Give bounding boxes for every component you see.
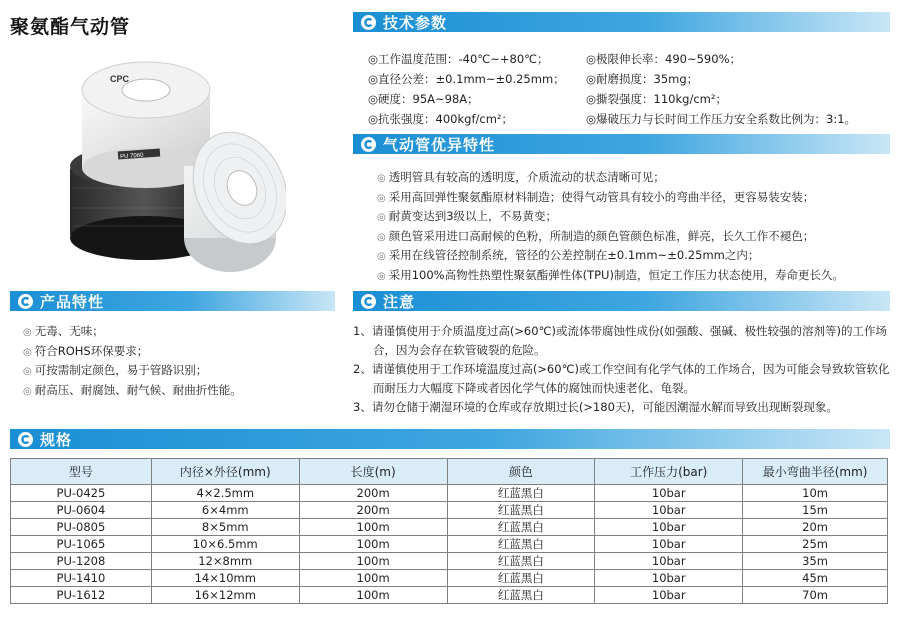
column-header: 颜色 — [447, 459, 595, 485]
section-title-advantages: 气动管优异特性 — [383, 135, 496, 154]
product-photo — [60, 38, 286, 274]
column-header: 最小弯曲半径(mm) — [743, 459, 888, 485]
section-bar-advantages — [353, 134, 890, 154]
list-item: ◎ 符合ROHS环保要求； — [23, 343, 149, 358]
table-row: PU-1410 14×10mm 100m 红蓝黑白 10bar 45m — [11, 570, 888, 587]
advantages-list — [377, 168, 844, 285]
tech-param: ◎爆破压力与长时间工作压力安全系数比例为：3:1。 — [586, 112, 857, 126]
column-header: 长度(m) — [299, 459, 447, 485]
list-item: ◎ 采用100%高物性热塑性聚氨酯弹性体(TPU)制造，恒定工作压力状态使用，寿命更长久。 — [377, 267, 844, 282]
column-header: 工作压力(bar) — [595, 459, 743, 485]
column-header: 型号 — [11, 459, 152, 485]
table-row: PU-1208 12×8mm 100m 红蓝黑白 10bar 35m — [11, 553, 888, 570]
section-bar-spec — [10, 429, 890, 449]
tech-param: ◎耐磨损度：35mg； — [586, 72, 699, 86]
section-title-product: 产品特性 — [40, 292, 105, 311]
tech-param: ◎工作温度范围：-40℃~+80℃； — [368, 52, 549, 66]
section-c-icon — [361, 137, 376, 152]
reel-label: PU 7060 — [119, 152, 144, 161]
list-item: ◎ 采用在线管径控制系统，管径的公差控制在±0.1mm~±0.25mm之内； — [377, 248, 760, 262]
tech-param: ◎硬度：95A~98A； — [368, 92, 479, 106]
tech-param: ◎抗张强度：400kgf/cm²； — [368, 112, 514, 126]
list-item: ◎ 无毒、无味； — [23, 324, 104, 338]
column-header: 内径×外径(mm) — [151, 459, 299, 485]
spec-table — [10, 458, 888, 604]
list-item: ◎ 颜色管采用进口高耐候的色粉，所制造的颜色管颜色标准，鲜亮，长久工作不褪色； — [377, 228, 815, 243]
tech-param: ◎直径公差：±0.1mm~±0.25mm； — [368, 72, 565, 86]
list-item: ◎ 耐黄变达到3级以上，不易黄变； — [377, 209, 558, 223]
section-c-icon — [361, 15, 376, 30]
notice-list — [353, 322, 893, 417]
table-row: PU-0805 8×5mm 100m 红蓝黑白 10bar 20m — [11, 519, 888, 536]
tech-param: ◎撕裂强度：110kg/cm²； — [586, 92, 727, 106]
table-row: PU-1065 10×6.5mm 100m 红蓝黑白 10bar 25m — [11, 536, 888, 553]
section-c-icon — [361, 294, 376, 309]
notice-item: 1、请谨慎使用于介质温度过高(>60℃)或流体带腐蚀性成份(如强酸、强碱、极性较强的溶剂等)的工作场合，因为会存在软管破裂的危险。 — [353, 324, 887, 357]
table-row: PU-0425 4×2.5mm 200m 红蓝黑白 10bar 10m — [11, 485, 888, 502]
list-item: ◎ 采用高回弹性聚氨酯原材料制造；使得气动管具有较小的弯曲半径，更容易装安装； — [377, 189, 815, 204]
section-title-notice: 注意 — [383, 292, 416, 311]
tech-params-grid — [368, 50, 876, 129]
table-header-row — [11, 459, 888, 485]
tube-reels-illustration — [60, 38, 286, 274]
section-title-spec: 规格 — [40, 430, 73, 449]
notice-item: 3、请勿仓储于潮湿环境的仓库或存放期过长(>180天)，可能因潮湿水解而导致出现断裂现象。 — [353, 400, 838, 414]
section-c-icon — [18, 432, 33, 447]
page-title: 聚氨酯气动管 — [10, 16, 131, 38]
section-bar-product — [10, 291, 335, 311]
brand-label: CPC — [110, 74, 130, 84]
notice-item: 2、请谨慎使用于工作环境温度过高(>60℃)或工作空间有化学气体的工作场合，因为可能会导致软管软化而耐压力大幅度下降或者因化学气体的腐蚀而快速老化、龟裂。 — [353, 362, 890, 395]
section-title-tech: 技术参数 — [383, 13, 448, 32]
table-row: PU-0604 6×4mm 200m 红蓝黑白 10bar 15m — [11, 502, 888, 519]
table-row: PU-1612 16×12mm 100m 红蓝黑白 10bar 70m — [11, 587, 888, 604]
product-features-list — [23, 322, 242, 400]
list-item: ◎ 透明管具有较高的透明度，介质流动的状态清晰可见； — [377, 170, 665, 184]
section-c-icon — [18, 294, 33, 309]
list-item: ◎ 可按需制定颜色，易于管路识别； — [23, 363, 208, 377]
section-bar-tech — [353, 12, 890, 32]
list-item: ◎ 耐高压、耐腐蚀、耐气候、耐曲折性能。 — [23, 382, 242, 397]
tech-param: ◎极限伸长率：490~590%； — [586, 52, 741, 66]
section-bar-notice — [353, 291, 890, 311]
